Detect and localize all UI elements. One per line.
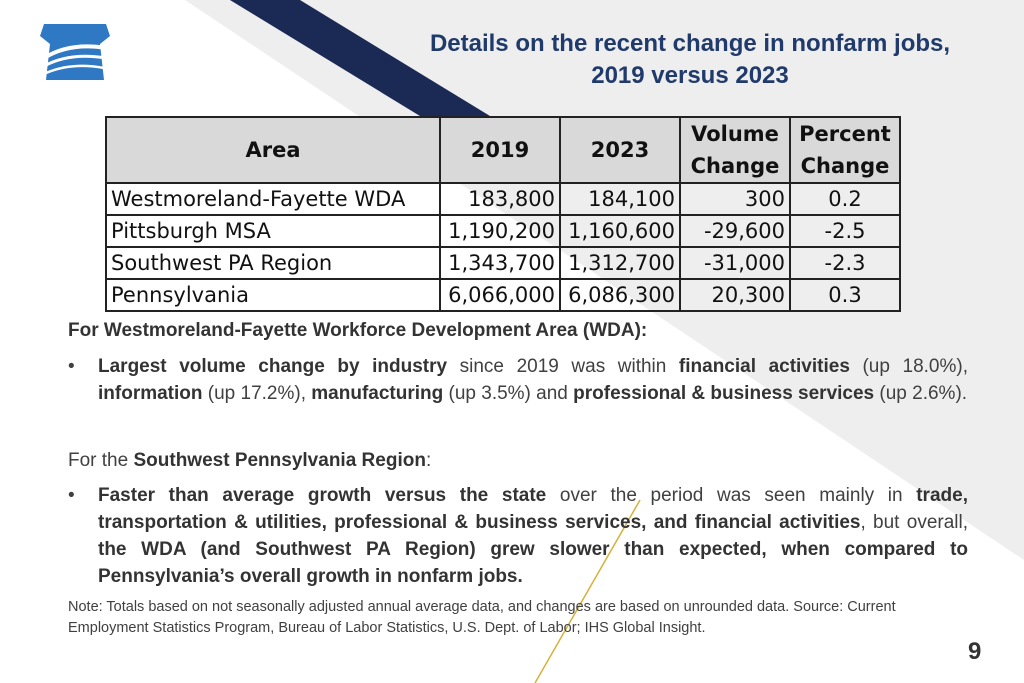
cell-2019: 6,066,000 [440,279,560,311]
bullet-bold-text: professional & business services [573,383,875,404]
bullet-text: , but overall, [860,512,969,533]
bullet-text: over the period was seen mainly in [546,485,917,506]
header-volume-line1: Volume [691,122,779,146]
cell-percent: 0.2 [790,183,900,215]
header-percent-line1: Percent [799,122,891,146]
bullet-bold-text: Largest volume change by industry [98,356,448,377]
cell-2023: 1,160,600 [560,215,680,247]
title-line-1: Details on the recent change in nonfarm jobs, [429,30,951,57]
bullet-bold-text: information [98,383,203,404]
cell-volume: -29,600 [680,215,790,247]
bullet-text: since 2019 was within [447,356,679,377]
cell-2019: 1,343,700 [440,247,560,279]
title-line-2: 2019 versus 2023 [591,62,789,89]
page-title [380,28,1000,92]
cell-2019: 1,190,200 [440,215,560,247]
cell-volume: 300 [680,183,790,215]
bullet-marker: • [68,485,75,506]
cell-volume: 20,300 [680,279,790,311]
cell-percent: -2.5 [790,215,900,247]
bullet-text: (up 2.6%). [874,383,968,404]
heading-text: : [425,450,432,471]
bullet-text: (up 3.5%) and [443,383,574,404]
wda-bullet-text [98,353,968,407]
header-volume-line2: Change [690,154,780,178]
bullet-text: (up 17.2%), [202,383,312,404]
table-header-row [106,117,900,183]
table-row [106,247,900,279]
bullet-bold-text: Faster than average growth versus the state [98,485,547,506]
bullet-bold-text: the WDA (and Southwest PA Region) grew slower than expected, when compared to Pennsylvania’s overall growth in nonfarm jobs. [98,539,968,587]
cell-area: Westmoreland-Fayette WDA [106,183,440,215]
cell-area: Southwest PA Region [106,247,440,279]
cell-2023: 6,086,300 [560,279,680,311]
cell-volume: -31,000 [680,247,790,279]
source-note: Note: Totals based on not seasonally adjusted annual average data, and changes are based on unrounded data. Source: Current Employment Statistics Program, Bureau of Labor Statistics, U.S. Dept. of Labor; IHS Global Insight. [68,599,896,636]
table-row [106,215,900,247]
table-row [106,279,900,311]
heading-bold-text: Southwest Pennsylvania Region [133,450,426,471]
heading-text: For the [68,450,134,471]
wda-bullet [68,353,968,407]
bullet-text: (up 18.0%), [849,356,968,377]
cell-area: Pittsburgh MSA [106,215,440,247]
jobs-table [105,116,901,312]
swpa-bullet [68,482,968,590]
swpa-bullet-text [98,482,968,590]
wda-section-heading [68,317,968,344]
swpa-section-heading [68,447,968,474]
header-2019: 2019 [440,117,560,183]
header-area: Area [106,117,440,183]
bullet-bold-text: trade, transportation & utilities, professional & business services, and financial activities [98,485,968,533]
cell-area: Pennsylvania [106,279,440,311]
cell-2019: 183,800 [440,183,560,215]
bullet-marker: • [68,356,75,377]
page-number: 9 [968,638,982,665]
cell-percent: -2.3 [790,247,900,279]
cell-percent: 0.3 [790,279,900,311]
keystone-logo-icon [40,18,110,88]
cell-2023: 184,100 [560,183,680,215]
bullet-bold-text: manufacturing [311,383,444,404]
header-2023: 2023 [560,117,680,183]
table-row [106,183,900,215]
header-volume-change [680,117,790,183]
cell-2023: 1,312,700 [560,247,680,279]
bullet-bold-text: financial activities [678,356,850,377]
header-percent-line2: Change [800,154,890,178]
header-percent-change [790,117,900,183]
wda-heading-text: For Westmoreland-Fayette Workforce Development Area (WDA): [68,320,648,341]
